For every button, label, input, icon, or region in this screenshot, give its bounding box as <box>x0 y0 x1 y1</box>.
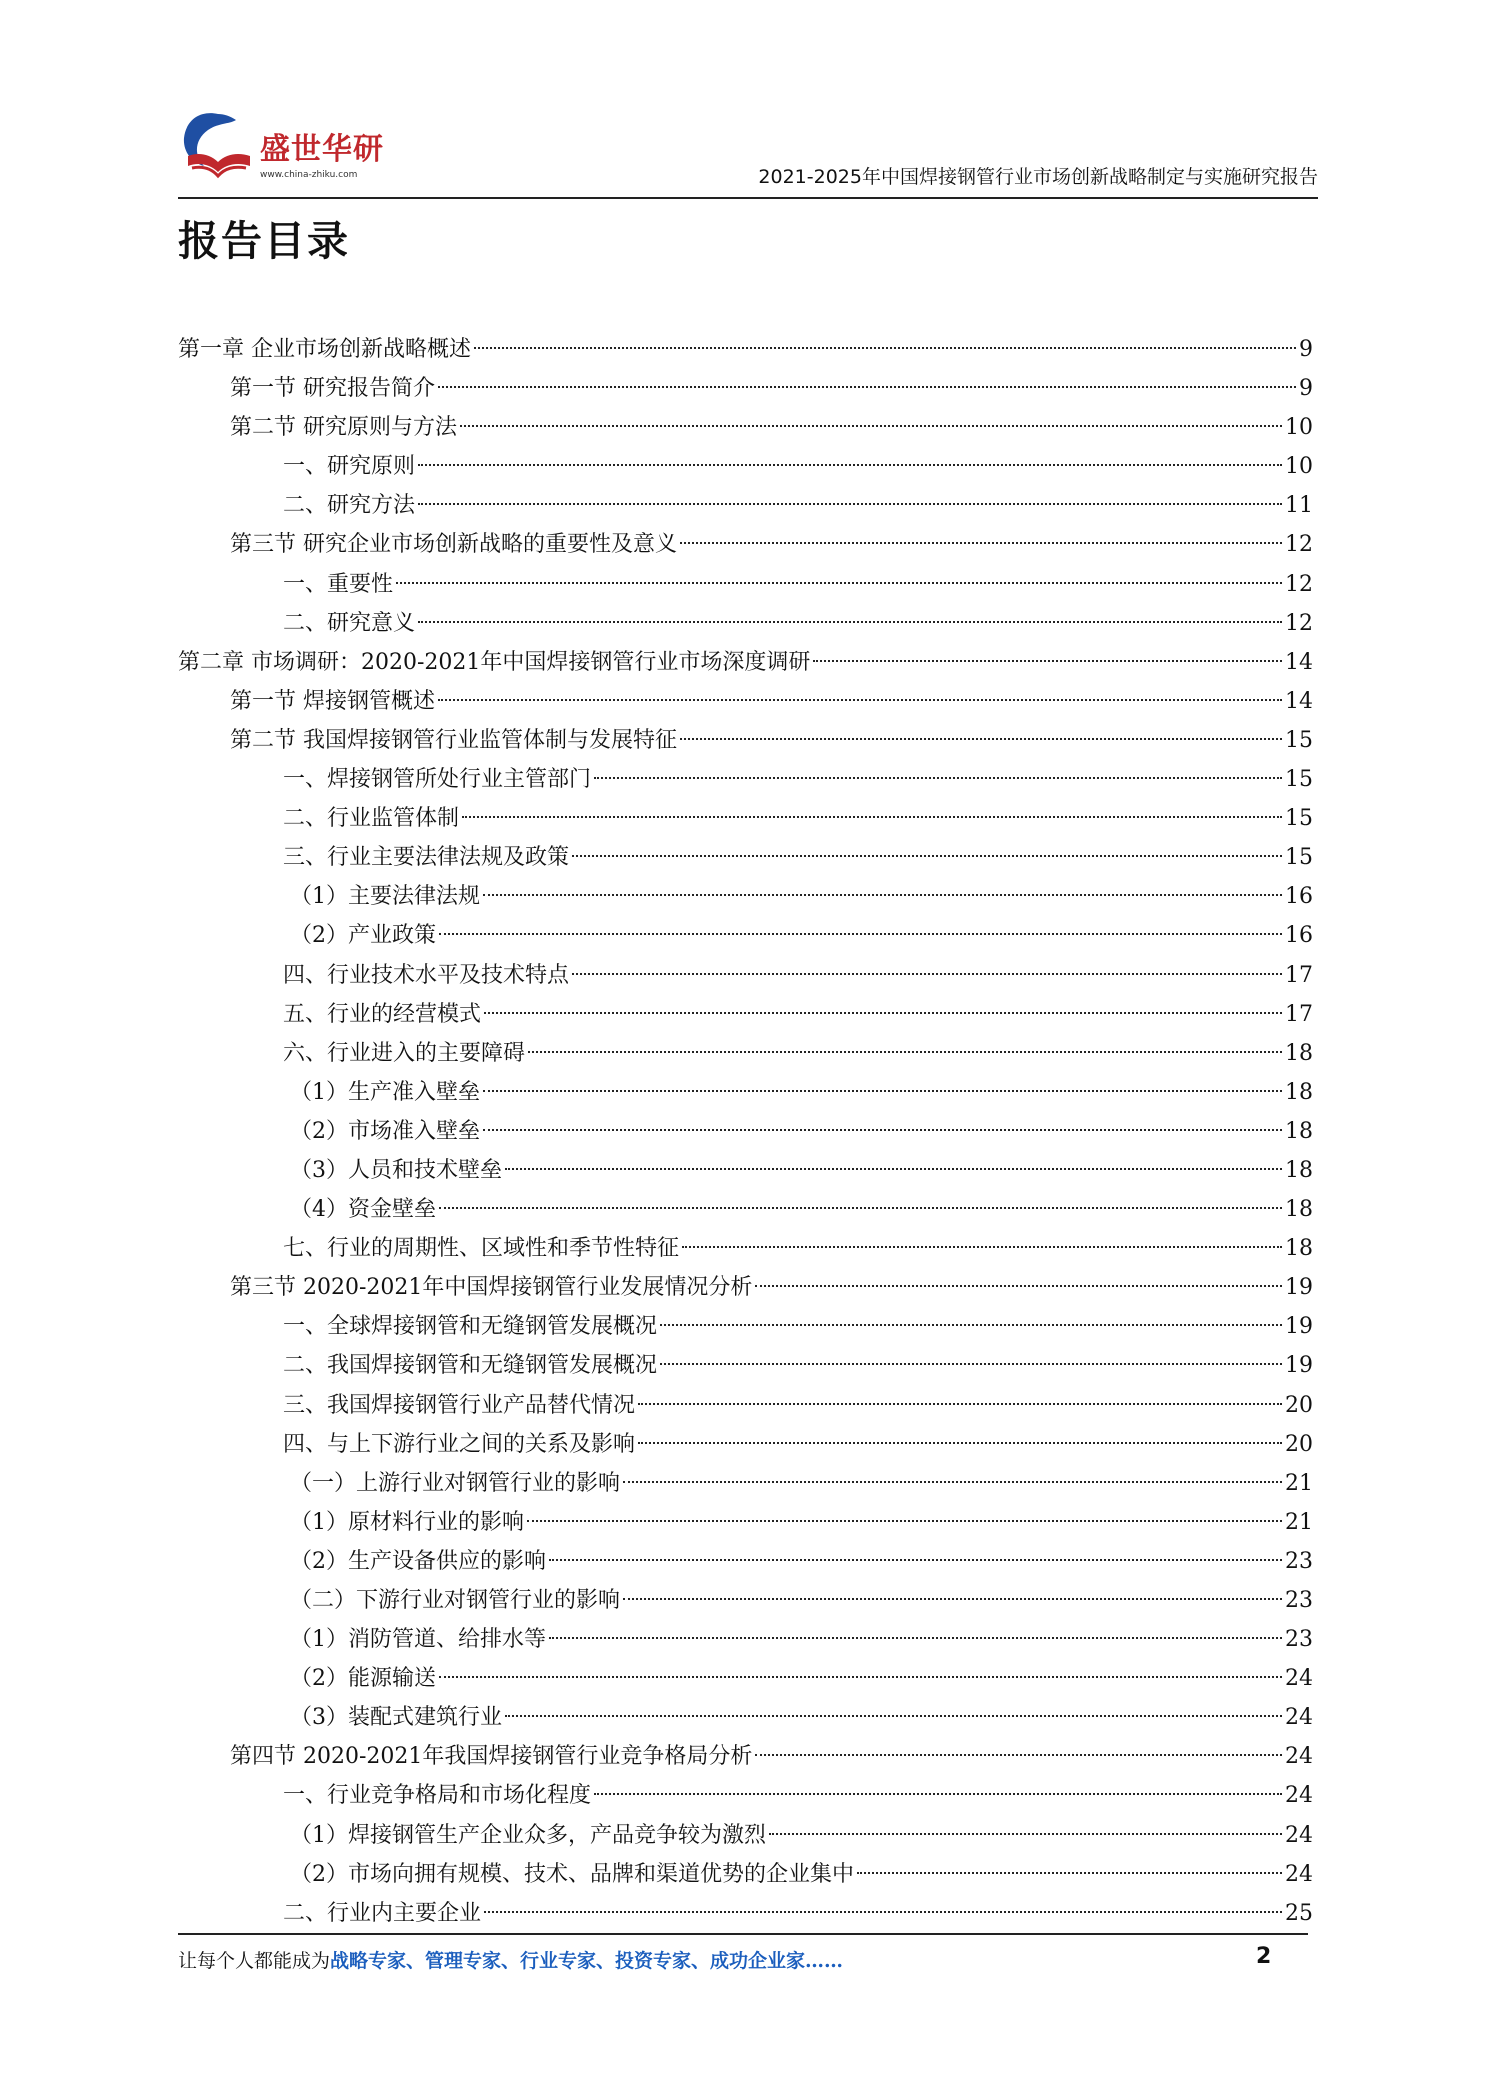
dot-leader <box>483 1090 1282 1092</box>
toc-entry-title: 一、行业竞争格局和市场化程度 <box>283 1783 592 1809</box>
toc-entry-title: 第一节 研究报告简介 <box>230 376 435 402</box>
toc-entry[interactable] <box>178 1034 1313 1073</box>
toc-entry-title: 四、与上下游行业之间的关系及影响 <box>283 1431 636 1457</box>
toc-entry-page: 24 <box>1285 1822 1313 1848</box>
toc-entry[interactable] <box>178 1737 1313 1776</box>
toc-entry[interactable] <box>178 1425 1313 1464</box>
toc-entry-page: 21 <box>1285 1509 1313 1535</box>
toc-entry[interactable] <box>178 1620 1313 1659</box>
toc-entry-page: 20 <box>1285 1431 1313 1457</box>
toc-entry-title: （2）市场向拥有规模、技术、品牌和渠道优势的企业集中 <box>290 1861 854 1887</box>
toc-entry[interactable] <box>178 1776 1313 1815</box>
document-title: 2021-2025年中国焊接钢管行业市场创新战略制定与实施研究报告 <box>758 166 1318 188</box>
toc-entry-title: （1）原材料行业的影响 <box>290 1509 524 1535</box>
dot-leader <box>483 1129 1282 1131</box>
toc-entry-title: （3）人员和技术壁垒 <box>290 1157 502 1183</box>
slogan-prefix: 让每个人都能成为 <box>178 1950 331 1972</box>
dot-leader <box>462 816 1282 818</box>
toc-entry[interactable] <box>178 682 1313 721</box>
dot-leader <box>549 1637 1282 1639</box>
toc-entry[interactable] <box>178 1855 1313 1894</box>
toc-entry[interactable] <box>178 1073 1313 1112</box>
dot-leader <box>549 1559 1282 1561</box>
dot-leader <box>638 1403 1282 1405</box>
dot-leader <box>680 738 1282 740</box>
toc-entry-title: 第一节 焊接钢管概述 <box>230 688 435 714</box>
toc-entry-page: 11 <box>1285 493 1313 519</box>
toc-entry-page: 23 <box>1285 1627 1313 1653</box>
footer-divider <box>178 1933 1308 1935</box>
toc-entry-page: 18 <box>1285 1040 1313 1066</box>
toc-entry[interactable] <box>178 1659 1313 1698</box>
dot-leader <box>460 425 1282 427</box>
toc-entry[interactable] <box>178 799 1313 838</box>
toc-entry-title: （一）上游行业对钢管行业的影响 <box>290 1470 621 1496</box>
toc-entry-page: 15 <box>1285 767 1313 793</box>
toc-entry-title: （2）产业政策 <box>290 923 436 949</box>
toc-entry[interactable] <box>178 916 1313 955</box>
toc-entry-title: 第三节 研究企业市场创新战略的重要性及意义 <box>230 532 677 558</box>
toc-entry-title: （1）生产准入壁垒 <box>290 1079 480 1105</box>
dot-leader <box>439 1676 1282 1678</box>
toc-entry-title: （1）焊接钢管生产企业众多，产品竞争较为激烈 <box>290 1822 766 1848</box>
toc-entry-page: 20 <box>1285 1392 1313 1418</box>
toc-entry-title: 四、行业技术水平及技术特点 <box>283 962 570 988</box>
toc-entry[interactable] <box>178 565 1313 604</box>
toc-entry-page: 15 <box>1285 845 1313 871</box>
toc-entry-title: 七、行业的周期性、区域性和季节性特征 <box>283 1236 680 1262</box>
toc-entry-page: 15 <box>1285 727 1313 753</box>
toc-entry[interactable] <box>178 525 1313 564</box>
toc-entry-title: 第二节 研究原则与方法 <box>230 415 457 441</box>
toc-entry-title: 二、我国焊接钢管和无缝钢管发展概况 <box>283 1353 658 1379</box>
toc-entry-page: 18 <box>1285 1236 1313 1262</box>
dot-leader <box>572 973 1282 975</box>
dot-leader <box>594 1793 1282 1795</box>
dot-leader <box>418 464 1282 466</box>
dot-leader <box>483 894 1282 896</box>
toc-entry[interactable] <box>178 1698 1313 1737</box>
dot-leader <box>484 1911 1282 1913</box>
toc-entry-page: 12 <box>1285 532 1313 558</box>
toc-entry[interactable] <box>178 1268 1313 1307</box>
toc-entry-page: 24 <box>1285 1783 1313 1809</box>
toc-entry-title: 一、重要性 <box>283 571 394 597</box>
toc-entry-page: 18 <box>1285 1157 1313 1183</box>
footer-slogan <box>178 1946 843 1973</box>
toc-entry-page: 14 <box>1285 649 1313 675</box>
toc-entry-title: 第三节 2020-2021年中国焊接钢管行业发展情况分析 <box>230 1275 753 1301</box>
toc-entry-title: 二、行业监管体制 <box>283 806 460 832</box>
toc-entry-page: 18 <box>1285 1079 1313 1105</box>
toc-entry-page: 18 <box>1285 1118 1313 1144</box>
toc-entry[interactable] <box>178 486 1313 525</box>
dot-leader <box>660 1363 1282 1365</box>
dot-leader <box>438 386 1296 388</box>
toc-entry-page: 10 <box>1285 415 1313 441</box>
toc-entry-title: （1）消防管道、给排水等 <box>290 1627 546 1653</box>
toc-entry-title: 二、研究意义 <box>283 610 416 636</box>
toc-entry[interactable] <box>178 721 1313 760</box>
toc-entry[interactable] <box>178 1542 1313 1581</box>
toc-entry-page: 19 <box>1285 1275 1313 1301</box>
toc-entry-title: 二、研究方法 <box>283 493 416 519</box>
toc-entry-title: 三、行业主要法律法规及政策 <box>283 845 570 871</box>
toc-entry[interactable] <box>178 1503 1313 1542</box>
toc-entry[interactable] <box>178 330 1313 369</box>
toc-entry-page: 24 <box>1285 1744 1313 1770</box>
toc-entry[interactable] <box>178 956 1313 995</box>
toc-entry[interactable] <box>178 1386 1313 1425</box>
dot-leader <box>572 855 1282 857</box>
toc-entry[interactable] <box>178 1190 1313 1229</box>
dot-leader <box>755 1285 1282 1287</box>
toc-entry[interactable] <box>178 877 1313 916</box>
toc-entry-title: （2）市场准入壁垒 <box>290 1118 480 1144</box>
toc-entry[interactable] <box>178 1229 1313 1268</box>
toc-entry[interactable] <box>178 604 1313 643</box>
dot-leader <box>474 347 1296 349</box>
toc-entry-page: 12 <box>1285 610 1313 636</box>
dot-leader <box>439 933 1282 935</box>
toc-entry[interactable] <box>178 760 1313 799</box>
toc-entry[interactable] <box>178 369 1313 408</box>
toc-entry[interactable] <box>178 1346 1313 1385</box>
dot-leader <box>623 1598 1282 1600</box>
toc-entry-page: 18 <box>1285 1197 1313 1223</box>
toc-entry-page: 24 <box>1285 1705 1313 1731</box>
dot-leader <box>528 1051 1282 1053</box>
dot-leader <box>418 621 1282 623</box>
company-logo <box>178 106 438 186</box>
toc-entry-page: 10 <box>1285 454 1313 480</box>
header-divider <box>178 197 1318 199</box>
toc-entry[interactable] <box>178 1816 1313 1855</box>
dot-leader <box>680 542 1282 544</box>
toc-entry-title: （3）装配式建筑行业 <box>290 1705 502 1731</box>
toc-entry[interactable] <box>178 995 1313 1034</box>
table-of-contents <box>178 330 1313 1933</box>
dot-leader <box>527 1520 1282 1522</box>
toc-entry-page: 19 <box>1285 1314 1313 1340</box>
toc-entry-page: 24 <box>1285 1666 1313 1692</box>
toc-entry-page: 24 <box>1285 1861 1313 1887</box>
toc-entry-title: （二）下游行业对钢管行业的影响 <box>290 1588 621 1613</box>
dot-leader <box>505 1715 1282 1717</box>
toc-entry[interactable] <box>178 1581 1313 1620</box>
toc-entry-title: 第一章 企业市场创新战略概述 <box>178 337 471 362</box>
dot-leader <box>438 699 1282 701</box>
logo-text: 盛世华研 <box>260 132 384 167</box>
dot-leader <box>396 582 1282 584</box>
dot-leader <box>594 777 1282 779</box>
toc-entry-page: 23 <box>1285 1548 1313 1574</box>
toc-entry-title: 一、研究原则 <box>283 454 416 480</box>
toc-entry[interactable] <box>178 1112 1313 1151</box>
toc-entry-title: 第二章 市场调研：2020-2021年中国焊接钢管行业市场深度调研 <box>178 649 811 675</box>
toc-entry-title: 二、行业内主要企业 <box>283 1900 482 1926</box>
toc-heading: 报告目录 <box>178 217 350 265</box>
dot-leader <box>439 1207 1282 1209</box>
toc-entry-page: 15 <box>1285 806 1313 832</box>
toc-entry-page: 12 <box>1285 571 1313 597</box>
toc-entry[interactable] <box>178 1894 1313 1933</box>
toc-entry[interactable] <box>178 1151 1313 1190</box>
toc-entry-title: （2）生产设备供应的影响 <box>290 1548 546 1574</box>
toc-entry-title: （4）资金壁垒 <box>290 1197 436 1223</box>
page-number: 2 <box>1256 1944 1272 1969</box>
toc-entry[interactable] <box>178 1307 1313 1346</box>
toc-entry-page: 14 <box>1285 688 1313 714</box>
toc-entry[interactable] <box>178 643 1313 682</box>
dot-leader <box>813 660 1282 662</box>
dot-leader <box>769 1833 1282 1835</box>
toc-entry[interactable] <box>178 1464 1313 1503</box>
toc-entry-page: 25 <box>1285 1900 1313 1926</box>
toc-entry-title: 五、行业的经营模式 <box>283 1001 482 1027</box>
toc-entry-page: 21 <box>1285 1470 1313 1496</box>
toc-entry-page: 23 <box>1285 1588 1313 1613</box>
dot-leader <box>418 503 1282 505</box>
book-swoosh-icon <box>178 106 258 186</box>
page-header <box>178 100 1318 197</box>
dot-leader <box>857 1872 1282 1874</box>
toc-entry-title: 一、全球焊接钢管和无缝钢管发展概况 <box>283 1314 658 1340</box>
dot-leader <box>638 1442 1282 1444</box>
logo-url: www.china-zhiku.com <box>260 170 358 180</box>
toc-entry-page: 9 <box>1299 376 1313 402</box>
toc-entry-page: 16 <box>1285 923 1313 949</box>
toc-entry-title: （2）能源输送 <box>290 1666 436 1692</box>
toc-entry-page: 19 <box>1285 1353 1313 1379</box>
dot-leader <box>505 1168 1282 1170</box>
toc-entry-title: 一、焊接钢管所处行业主管部门 <box>283 767 592 793</box>
toc-entry-title: （1）主要法律法规 <box>290 884 480 910</box>
toc-entry-page: 16 <box>1285 884 1313 910</box>
toc-entry-title: 第四节 2020-2021年我国焊接钢管行业竞争格局分析 <box>230 1744 753 1770</box>
toc-entry[interactable] <box>178 447 1313 486</box>
toc-entry-page: 17 <box>1285 1001 1313 1027</box>
toc-entry[interactable] <box>178 838 1313 877</box>
toc-entry-title: 三、我国焊接钢管行业产品替代情况 <box>283 1392 636 1418</box>
toc-entry-page: 9 <box>1299 337 1313 362</box>
dot-leader <box>484 1012 1282 1014</box>
toc-entry-title: 六、行业进入的主要障碍 <box>283 1040 526 1066</box>
toc-entry-title: 第二节 我国焊接钢管行业监管体制与发展特征 <box>230 727 677 753</box>
toc-entry[interactable] <box>178 408 1313 447</box>
dot-leader <box>623 1481 1282 1483</box>
dot-leader <box>682 1246 1282 1248</box>
dot-leader <box>755 1754 1282 1756</box>
toc-entry-page: 17 <box>1285 962 1313 988</box>
slogan-roles: 战略专家、管理专家、行业专家、投资专家、成功企业家…… <box>330 1950 844 1972</box>
dot-leader <box>660 1324 1282 1326</box>
